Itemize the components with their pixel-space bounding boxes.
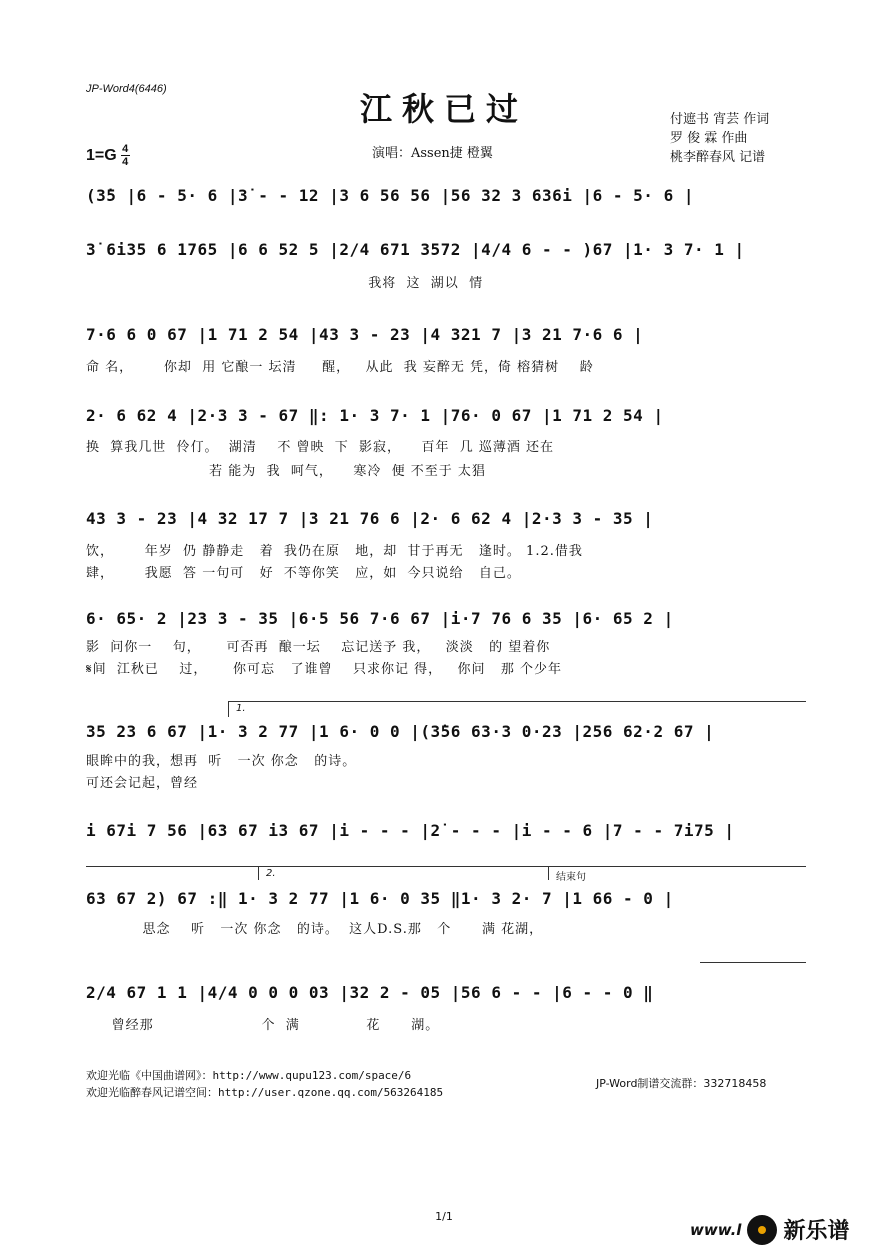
notation-row: 2/4 67 1 1 |4/4 0 0 0 03 |32 2 - 05 |56 6 - - |6 - - 0 ‖	[86, 983, 654, 1002]
volta-line	[86, 866, 806, 867]
first-ending-mark: 1.	[236, 703, 246, 714]
key-signature	[86, 144, 130, 167]
lyric-line: 影 问你一 句， 可否再 酿一坛 忘记送予 我， 淡淡 的 望着你	[86, 640, 551, 655]
lyric-line: 𝄋间 江秋已 过， 你可忘 了谁曾 只求你记 得， 你问 那 个少年	[86, 662, 563, 677]
lyric-line: 换 算我几世 伶仃。 湖清 不 曾映 下 影寂， 百年 几 巡薄酒 还在	[86, 440, 555, 455]
ending-bracket	[548, 866, 549, 880]
notation-row: 3̇ 6i35 6 1765 |6 6 52 5 |2/4 671 3572 |4/4 6 - - )67 |1· 3 7· 1 |	[86, 240, 745, 259]
lyric-line: 饮， 年岁 仍 静静走 着 我仍在原 地，却 甘于再无 逢时。 1.2.借我	[86, 544, 583, 559]
notation-row: 7·6 6 0 67 |1 71 2 54 |43 3 - 23 |4 321 7 |3 21 7·6 6 |	[86, 325, 644, 344]
lyric-line: 命 名， 你却 用 它酿一 坛清 醒， 从此 我 妄醉无 凭，倚 榕猜树 龄	[86, 360, 594, 375]
key-label: 1=G	[86, 146, 117, 164]
footer-links	[86, 1067, 443, 1101]
ending-phrase-mark: 结束句	[556, 872, 586, 883]
transcriber-credit: 桃李醉春风 记谱	[670, 150, 766, 165]
lyricist-credit: 付遮书 宵芸 作词	[670, 112, 770, 127]
page-title: 江秋已过	[359, 90, 528, 128]
notation-row: 6· 65· 2 |23 3 - 35 |6·5 56 7·6 67 |i·7 76 6 35 |6· 65 2 |	[86, 609, 674, 628]
footer-link[interactable]: 欢迎光临醉春风记谱空间：http://user.qzone.qq.com/563264185	[86, 1086, 444, 1099]
record-disc-icon	[747, 1215, 777, 1245]
notation-row: 35 23 6 67 |1· 3 2 77 |1 6· 0 0 |(3̇56 63·3 0·23 |256 62·2 67 |	[86, 722, 715, 741]
time-denominator: 4	[122, 156, 129, 168]
software-label: JP-Word4(6446)	[86, 83, 167, 95]
time-numerator: 4	[122, 143, 129, 155]
logo-brand: 新乐谱	[783, 1219, 850, 1244]
footer-link[interactable]: 欢迎光临《中国曲谱网》：http://www.qupu123.com/space/6	[86, 1069, 412, 1082]
lyric-line: 曾经那 个 满 花 湖。	[86, 1018, 440, 1033]
logo-url: www.l	[690, 1220, 742, 1239]
volta-bracket	[228, 701, 229, 717]
notation-row: 2· 6 62 4 |2·3 3 - 67 ‖: 1· 3 7· 1 |76· 0 67 |1 71 2 54 |	[86, 406, 664, 425]
lyric-line: 眼眸中的我，想再 听 一次 你念 的诗。	[86, 754, 357, 769]
group-info: JP-Word制谱交流群：332718458	[596, 1077, 767, 1090]
volta-bracket	[258, 866, 259, 880]
lyric-line: 可还会记起，曾经	[86, 776, 199, 791]
lyric-line: 若 能为 我 呵气， 寒冷 便 不至于 太猖	[86, 464, 486, 479]
site-logo[interactable]	[690, 1214, 849, 1245]
notation-row: (3̇5 |6 - 5· 6 |3̇ - - 12 |3 6 56 56 |56 32 3 636i |6 - 5· 6 |	[86, 186, 694, 205]
notation-row: 43 3 - 23 |4 32 17 7 |3 21 76 6 |2· 6 62 4 |2·3 3 - 35 |	[86, 509, 654, 528]
credits	[670, 110, 769, 167]
time-signature	[121, 144, 130, 167]
volta-line	[228, 701, 806, 702]
lyric-line: 思念 听 一次 你念 的诗。 这人D.S.那 个 满 花湖，	[86, 922, 544, 937]
notation-row: 63 67 2) 67 :‖ 1· 3 2 77 |1 6· 0 35 ‖1· 3 2· 7 |1 66 - 0 |	[86, 889, 674, 908]
singer: 演唱：Assen捷 橙翼	[372, 146, 493, 161]
composer-credit: 罗 俊 霖 作曲	[670, 131, 748, 146]
page-number: 1/1	[435, 1210, 453, 1223]
lyric-line: 我将 这 湖以 情	[86, 276, 484, 291]
notation-row: i 67i 7 56 |63 67 i3 67 |i - - - |2̇ - - - |i - - 6 |7 - - 7i75 |	[86, 821, 735, 840]
volta-line	[700, 962, 806, 963]
lyric-line: 肆， 我愿 答 一句可 好 不等你笑 应，如 今只说给 自己。	[86, 566, 521, 581]
second-ending-mark: 2.	[266, 868, 276, 879]
